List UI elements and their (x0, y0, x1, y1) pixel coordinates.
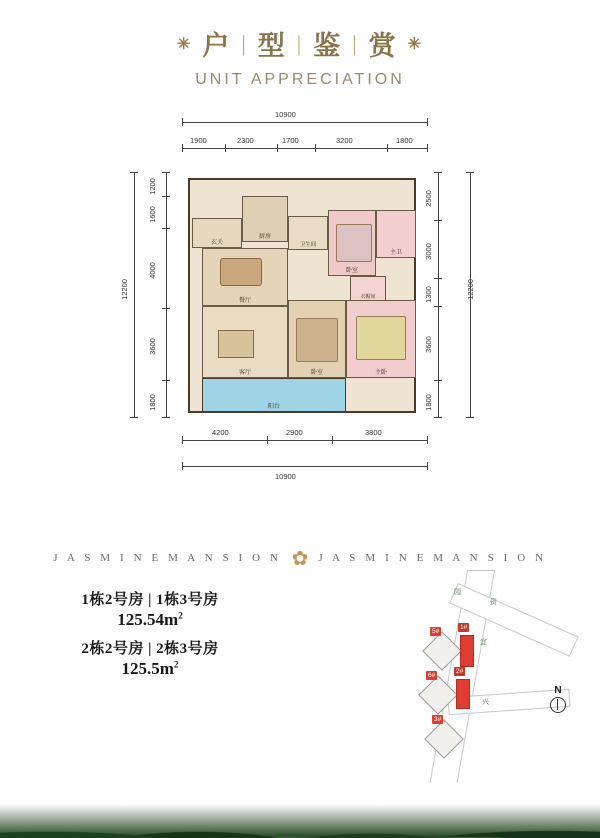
room-kitchen (242, 196, 288, 242)
furniture-bed-north (336, 224, 372, 262)
room-bathroom-label: 卫生间 (299, 242, 317, 248)
brand-divider (40, 545, 560, 571)
dim-left-seg-4: 3600 (147, 338, 157, 355)
dim-right-seg-1: 2500 (423, 190, 433, 207)
furniture-bed-mid (296, 318, 338, 362)
page-header (0, 24, 600, 89)
dim-left-seg-1: 1200 (147, 178, 157, 195)
dim-top-seg-3: 1700 (282, 136, 299, 145)
room-bathroom (288, 216, 328, 250)
road-label-1: 园 (454, 589, 461, 596)
title-char-4: 赏 (368, 31, 398, 61)
dim-top-total: 10900 (275, 110, 296, 119)
dim-bottom-seg-3: 3800 (365, 428, 382, 437)
dim-top-seg-4: 3200 (336, 136, 353, 145)
compass (550, 685, 566, 713)
dim-right-seg-2: 3000 (423, 243, 433, 260)
room-master-bedroom-label: 主卧 (374, 370, 387, 376)
unit-area-2-sup: 2 (173, 659, 179, 670)
dim-bottom-seg-1: 4200 (212, 428, 229, 437)
flower-icon: ✿ (291, 547, 309, 570)
furniture-sofa (218, 330, 254, 358)
dim-left-seg-5: 1800 (147, 394, 157, 411)
room-kitchen-label: 厨房 (258, 234, 271, 240)
dim-top-seg-2: 2300 (237, 136, 254, 145)
room-dining-label: 餐厅 (238, 298, 251, 304)
unit-info (45, 588, 255, 679)
road-label-3: 宜 (480, 639, 487, 646)
unit-area-2 (45, 659, 255, 679)
room-bedroom-north-label: 卧室 (345, 268, 358, 274)
page-title (0, 24, 600, 63)
floor-plan (120, 110, 480, 500)
unit-area-2-value: 125.5m (121, 659, 174, 678)
dim-right-seg-3: 1300 (423, 286, 433, 303)
furniture-dining-table (220, 258, 262, 286)
building-6-tag: 6# (428, 672, 436, 679)
room-closet-label: 衣帽间 (360, 294, 376, 300)
dim-left-seg-2: 1600 (147, 206, 157, 223)
title-char-3: 鉴 (313, 31, 343, 61)
building-3-tag: 3# (434, 716, 442, 723)
room-entry-label: 玄关 (210, 240, 223, 246)
room-master-bath (376, 210, 416, 258)
room-entry (192, 218, 242, 248)
building-2 (456, 679, 470, 709)
unit-area-1-sup: 2 (178, 610, 183, 621)
floor-plan-body (188, 178, 416, 413)
unit-area-1-value: 125.54m (117, 610, 179, 629)
road-label-4: 兴 (482, 699, 489, 706)
title-char-2: 型 (257, 31, 287, 61)
decorative-leaf-band (0, 783, 600, 838)
room-balcony (202, 378, 346, 412)
dim-bottom-total: 10900 (275, 472, 296, 481)
brand-text-right: J A S M I N E M A N S I O N (318, 552, 547, 564)
room-bedroom-mid-label: 卧室 (310, 370, 323, 376)
furniture-bed-master (356, 316, 406, 360)
building-1-tag: 1# (460, 624, 468, 631)
dim-bottom-seg-2: 2900 (286, 428, 303, 437)
brand-text-left: J A S M I N E M A N S I O N (53, 552, 282, 564)
site-map (330, 575, 580, 780)
dim-left-total: 12200 (119, 279, 129, 300)
room-walk-in-closet (350, 276, 386, 302)
dim-top-seg-1: 1900 (190, 136, 207, 145)
title-sep-3: | (352, 30, 359, 56)
decor-asterisk-right-icon: ✳ (407, 35, 424, 53)
room-living-label: 客厅 (238, 370, 251, 376)
building-2-tag: 2# (456, 668, 464, 675)
room-balcony-label: 阳台 (267, 404, 280, 410)
building-1 (460, 635, 474, 667)
dim-right-total: 12200 (465, 279, 475, 300)
room-master-bath-label: 主卫 (389, 250, 402, 256)
dim-top-seg-5: 1800 (396, 136, 413, 145)
title-sep-2: | (296, 30, 304, 56)
dim-right-seg-4: 3600 (423, 336, 433, 353)
compass-needle-icon (550, 697, 566, 713)
building-5-tag: 5# (432, 628, 440, 635)
dim-left-seg-3: 4000 (147, 262, 157, 279)
unit-line-2: 2栋2号房 | 2栋3号房 (81, 641, 219, 657)
dim-right-seg-5: 1800 (423, 394, 433, 411)
decor-asterisk-left-icon: ✳ (176, 35, 193, 53)
unit-area-1 (45, 610, 255, 630)
page-subtitle: UNIT APPRECIATION (195, 71, 405, 88)
title-char-1: 户 (202, 31, 232, 61)
title-sep-1: | (241, 30, 248, 56)
unit-line-1: 1栋2号房 | 1栋3号房 (81, 592, 219, 608)
compass-north-label: N (554, 685, 562, 696)
road-label-2: 资 (490, 599, 497, 606)
